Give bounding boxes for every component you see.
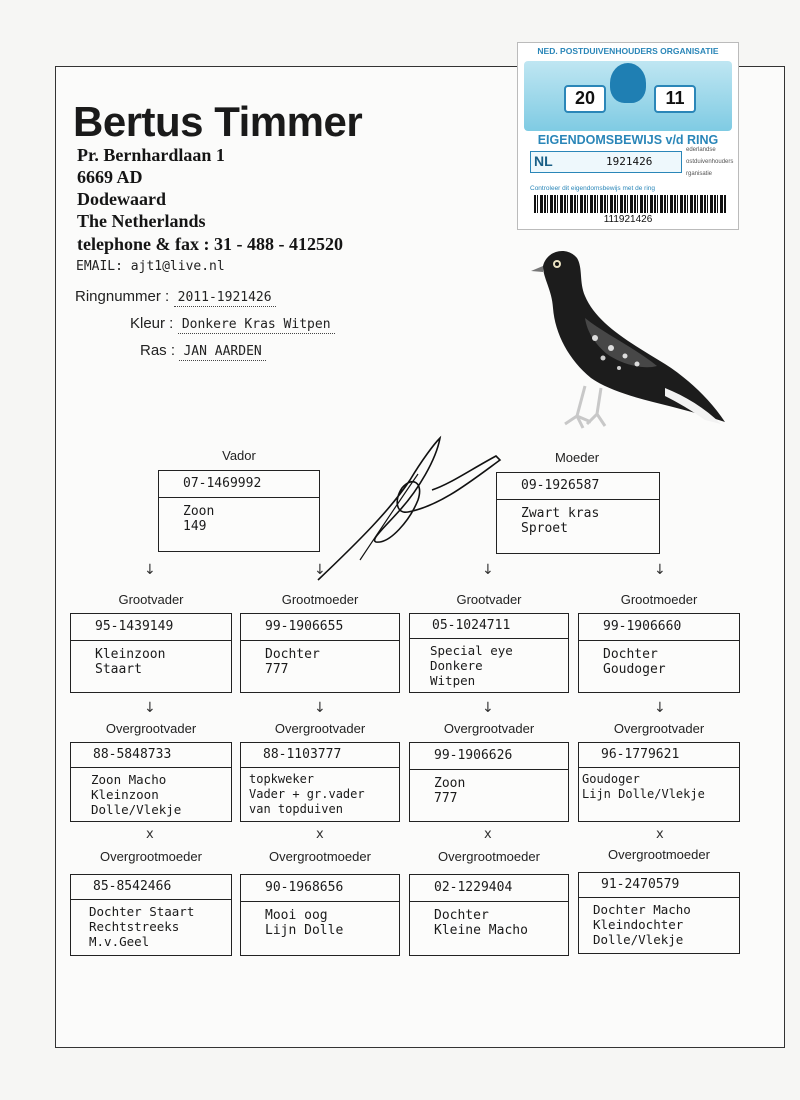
cross-sign: x: [146, 827, 154, 842]
sticker-year-left: 20: [564, 85, 606, 113]
great-grandsire-ring: 96-1779621: [579, 743, 739, 768]
granddam-label-1: Grootmoeder: [281, 592, 359, 607]
granddam-label-2: Grootmoeder: [620, 592, 698, 607]
breeder-street: Pr. Bernhardlaan 1: [77, 145, 225, 165]
great-grandsire-description: Goudoger Lijn Dolle/Vlekje: [582, 772, 705, 801]
great-granddam-card: [409, 874, 569, 956]
cross-sign: x: [656, 827, 664, 842]
sticker-organisation: NED. POSTDUIVENHOUDERS ORGANISATIE: [537, 46, 719, 56]
great-granddam-ring: 91-2470579: [579, 873, 739, 898]
sticker-side-1: ederlandse: [686, 147, 716, 153]
great-grandsire-description: topkweker Vader + gr.vader van topduiven: [249, 772, 365, 816]
great-granddam-description: Mooi oog Lijn Dolle: [265, 908, 344, 938]
sticker-country: NL: [534, 153, 553, 169]
great-granddam-card: [240, 874, 400, 956]
great-grandsire-card: [578, 742, 740, 822]
breeder-city: Dodewaard: [77, 189, 166, 209]
great-grandsire-card: [409, 742, 569, 822]
great-granddam-label: Overgrootmoeder: [100, 849, 202, 864]
grandparent-ring: 05-1024711: [410, 614, 568, 639]
grandparent-description: Kleinzoon Staart: [95, 647, 166, 677]
great-grandsire-card: [70, 742, 232, 822]
sticker-year-right: 11: [654, 85, 696, 113]
grandparent-ring: 99-1906660: [579, 614, 739, 641]
great-granddam-ring: 90-1968656: [241, 875, 399, 902]
grandparent-description: Dochter Goudoger: [603, 647, 666, 677]
dam-ring: 09-1926587: [497, 473, 659, 500]
breeder-name: Bertus Timmer: [73, 98, 363, 145]
great-granddam-card: [578, 872, 740, 954]
grandparent-description: Special eye Donkere Witpen: [430, 643, 513, 688]
ownership-sticker: [517, 42, 739, 230]
grandparent-ring: 95-1439149: [71, 614, 231, 641]
breed-row: [140, 342, 266, 360]
color-value: Donkere Kras Witpen: [178, 317, 335, 334]
great-grandsire-label: Overgrootvader: [443, 721, 535, 736]
arrow-down-icon: ↓: [482, 700, 494, 716]
sire-description: Zoon 149: [183, 504, 215, 534]
great-granddam-label: Overgrootmoeder: [269, 849, 371, 864]
arrow-down-icon: ↓: [654, 562, 666, 578]
sticker-ring-number: 1921426: [606, 155, 653, 168]
great-granddam-description: Dochter Staart Rechtstreeks M.v.Geel: [89, 904, 195, 949]
great-grandsire-ring: 99-1906626: [410, 743, 568, 770]
cross-sign: x: [484, 827, 492, 842]
sticker-check-text: Controleer dit eigendomsbewijs met de ring: [530, 185, 656, 192]
grandparent-card: [240, 613, 400, 693]
grandparent-description: Dochter 777: [265, 647, 320, 677]
breeder-email: EMAIL: ajt1@live.nl: [76, 259, 225, 274]
arrow-down-icon: ↓: [314, 700, 326, 716]
grandparent-card: [578, 613, 740, 693]
great-grandsire-card: [240, 742, 400, 822]
barcode-icon: [534, 195, 726, 213]
great-granddam-card: [70, 874, 232, 956]
color-label: Kleur :: [130, 315, 174, 332]
sire-ring: 07-1469992: [159, 471, 319, 498]
breeder-phone: telephone & fax : 31 - 488 - 412520: [77, 234, 343, 254]
arrow-down-icon: ↓: [482, 562, 494, 578]
barcode-number: 111921426: [603, 214, 653, 225]
lion-emblem-icon: [610, 63, 646, 103]
arrow-down-icon: ↓: [314, 562, 326, 578]
sticker-side-3: rganisatie: [686, 171, 713, 177]
grandparent-card: [70, 613, 232, 693]
great-granddam-ring: 85-8542466: [71, 875, 231, 900]
ring-number-label: Ringnummer :: [75, 288, 170, 305]
grandsire-label-1: Grootvader: [118, 592, 184, 607]
breed-value: JAN AARDEN: [179, 344, 265, 361]
great-grandsire-description: Zoon Macho Kleinzoon Dolle/Vlekje: [91, 772, 182, 817]
great-grandsire-label: Overgrootvader: [105, 721, 197, 736]
great-granddam-ring: 02-1229404: [410, 875, 568, 902]
great-granddam-label: Overgrootmoeder: [438, 849, 540, 864]
arrow-down-icon: ↓: [144, 562, 156, 578]
great-granddam-label: Overgrootmoeder: [608, 847, 710, 862]
dam-label: Moeder: [554, 450, 600, 465]
great-grandsire-label: Overgrootvader: [274, 721, 366, 736]
pigeon-photo: [525, 238, 735, 438]
color-row: [130, 315, 335, 333]
breeder-postcode: 6669 AD: [77, 167, 143, 187]
sticker-title: EIGENDOMSBEWIJS v/d RING: [537, 133, 719, 147]
cross-sign: x: [316, 827, 324, 842]
arrow-down-icon: ↓: [654, 700, 666, 716]
grandparent-card: [409, 613, 569, 693]
grandsire-label-2: Grootvader: [456, 592, 522, 607]
great-grandsire-ring: 88-1103777: [241, 743, 399, 768]
great-granddam-description: Dochter Macho Kleindochter Dolle/Vlekje: [593, 902, 691, 947]
grandparent-ring: 99-1906655: [241, 614, 399, 641]
ring-number-row: [75, 288, 276, 306]
breed-label: Ras :: [140, 342, 176, 359]
dam-card: [496, 472, 660, 554]
great-grandsire-description: Zoon 777: [434, 776, 466, 806]
breeder-country: The Netherlands: [77, 211, 206, 231]
great-grandsire-label: Overgrootvader: [613, 721, 705, 736]
great-granddam-description: Dochter Kleine Macho: [434, 908, 528, 938]
great-grandsire-ring: 88-5848733: [71, 743, 231, 768]
dam-description: Zwart kras Sproet: [521, 506, 600, 536]
sticker-side-2: ostduivenhouders: [686, 159, 734, 165]
sire-label: Vador: [222, 448, 256, 463]
sire-card: [158, 470, 320, 552]
ring-number-value: 2011-1921426: [174, 290, 276, 307]
arrow-down-icon: ↓: [144, 700, 156, 716]
